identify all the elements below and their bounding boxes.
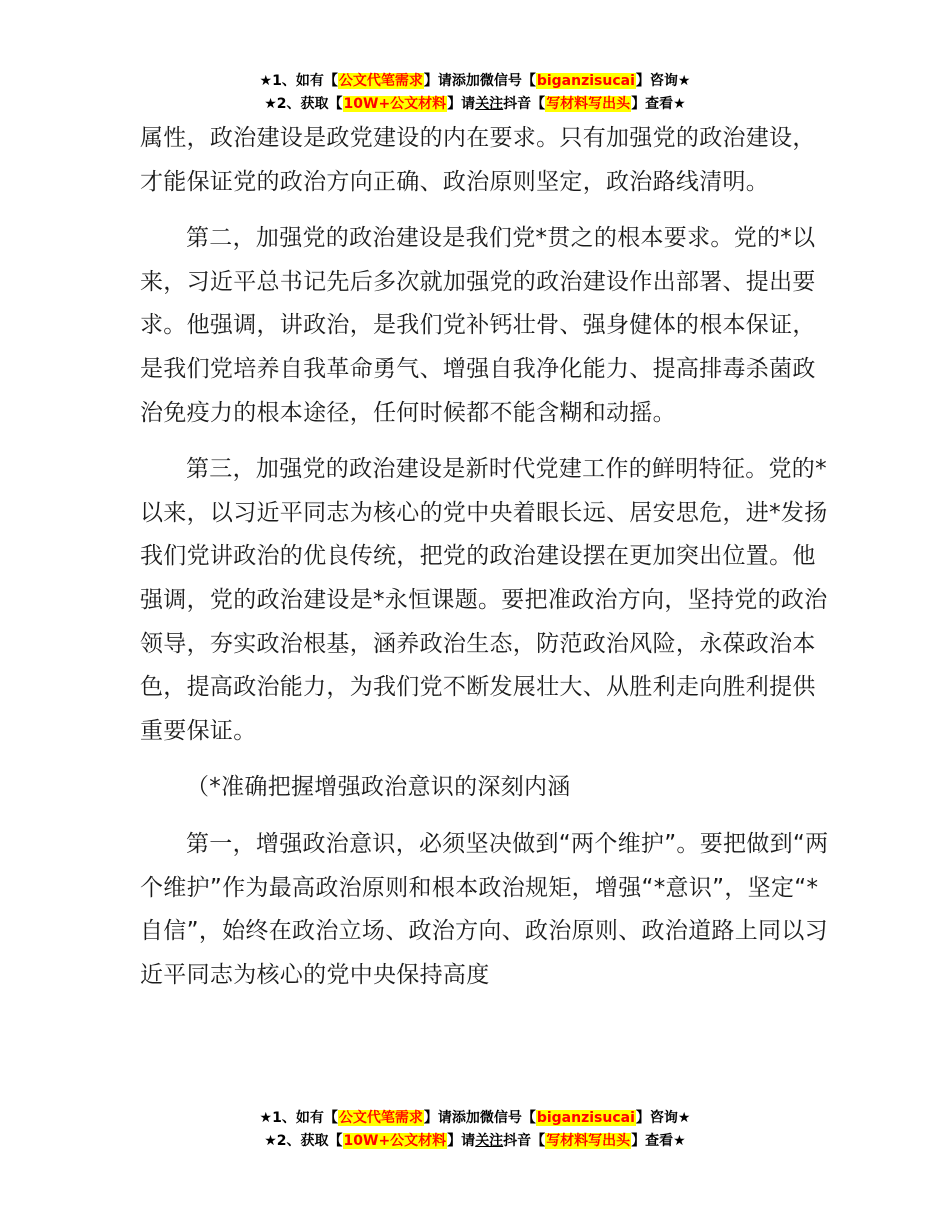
banner-highlight: 写材料写出头	[546, 1133, 631, 1149]
banner-highlight: 写材料写出头	[546, 96, 631, 112]
banner-line-1	[0, 70, 950, 93]
banner-text: 】咨询★	[635, 1110, 691, 1126]
banner-text: ★2、获取【	[264, 1133, 343, 1149]
banner-text: 】查看★	[631, 1133, 686, 1149]
header-banner	[0, 70, 950, 116]
document-body	[140, 117, 830, 997]
banner-text: 】请添加微信号【	[423, 73, 536, 89]
banner-text: 】咨询★	[635, 73, 691, 89]
paragraph: 第三，加强党的政治建设是新时代党建工作的鲜明特征。党的*以来，以习近平同志为核心的党中央着眼长远、居安思危，进*发扬我们党讲政治的优良传统，把党的政治建设摆在更加突出位置。他强调，党的政治建设是*永恒课题。要把准政治方向，坚持党的政治领导，夯实政治根基，涵养政治生态，防范政治风险，永葆政治本色，提高政治能力，为我们党不断发展壮大、从胜利走向胜利提供重要保证。	[140, 456, 828, 744]
banner-highlight: 公文代笔需求	[338, 1110, 423, 1126]
banner-text: 】查看★	[631, 96, 686, 112]
banner-text: 抖音【	[503, 1133, 546, 1149]
banner-line-2	[0, 1130, 950, 1153]
banner-text: ★2、获取【	[264, 96, 343, 112]
paragraph: 第二，加强党的政治建设是我们党*贯之的根本要求。党的*以来，习近平总书记先后多次就加强党的政治建设作出部署、提出要求。他强调，讲政治，是我们党补钙壮骨、强身健体的根本保证，是我们党培养自我革命勇气、增强自我净化能力、提高排毒杀菌政治免疫力的根本途径，任何时候都不能含糊和动摇。	[140, 225, 816, 426]
banner-highlight: 10W+公文材料	[343, 1133, 447, 1149]
banner-highlight: 10W+公文材料	[343, 96, 447, 112]
banner-underlined: 关注	[475, 96, 504, 112]
banner-line-2	[0, 93, 950, 116]
banner-highlight-wechat: biganzisucai	[536, 73, 635, 89]
banner-line-1	[0, 1107, 950, 1130]
footer-banner	[0, 1107, 950, 1153]
paragraph: 第一，增强政治意识，必须坚决做到“两个维护”。要把做到“两个维护”作为最高政治原则和根本政治规矩，增强“*意识”，坚定“*自信”，始终在政治立场、政治方向、政治原则、政治道路上同以习近平同志为核心的党中央保持高度	[140, 830, 829, 988]
banner-highlight-wechat: biganzisucai	[536, 1110, 635, 1126]
banner-text: 】请	[447, 1133, 476, 1149]
banner-text: 抖音【	[503, 96, 546, 112]
section-heading: （*准确把握增强政治意识的深刻内涵	[186, 774, 571, 801]
banner-underlined: 关注	[475, 1133, 504, 1149]
banner-text: ★1、如有【	[259, 73, 338, 89]
banner-text: 】请添加微信号【	[423, 1110, 536, 1126]
banner-text: 】请	[447, 96, 476, 112]
banner-highlight: 公文代笔需求	[338, 73, 423, 89]
banner-text: ★1、如有【	[259, 1110, 338, 1126]
paragraph: 属性，政治建设是政党建设的内在要求。只有加强党的政治建设，才能保证党的政治方向正确、政治原则坚定，政治路线清明。	[140, 125, 816, 195]
